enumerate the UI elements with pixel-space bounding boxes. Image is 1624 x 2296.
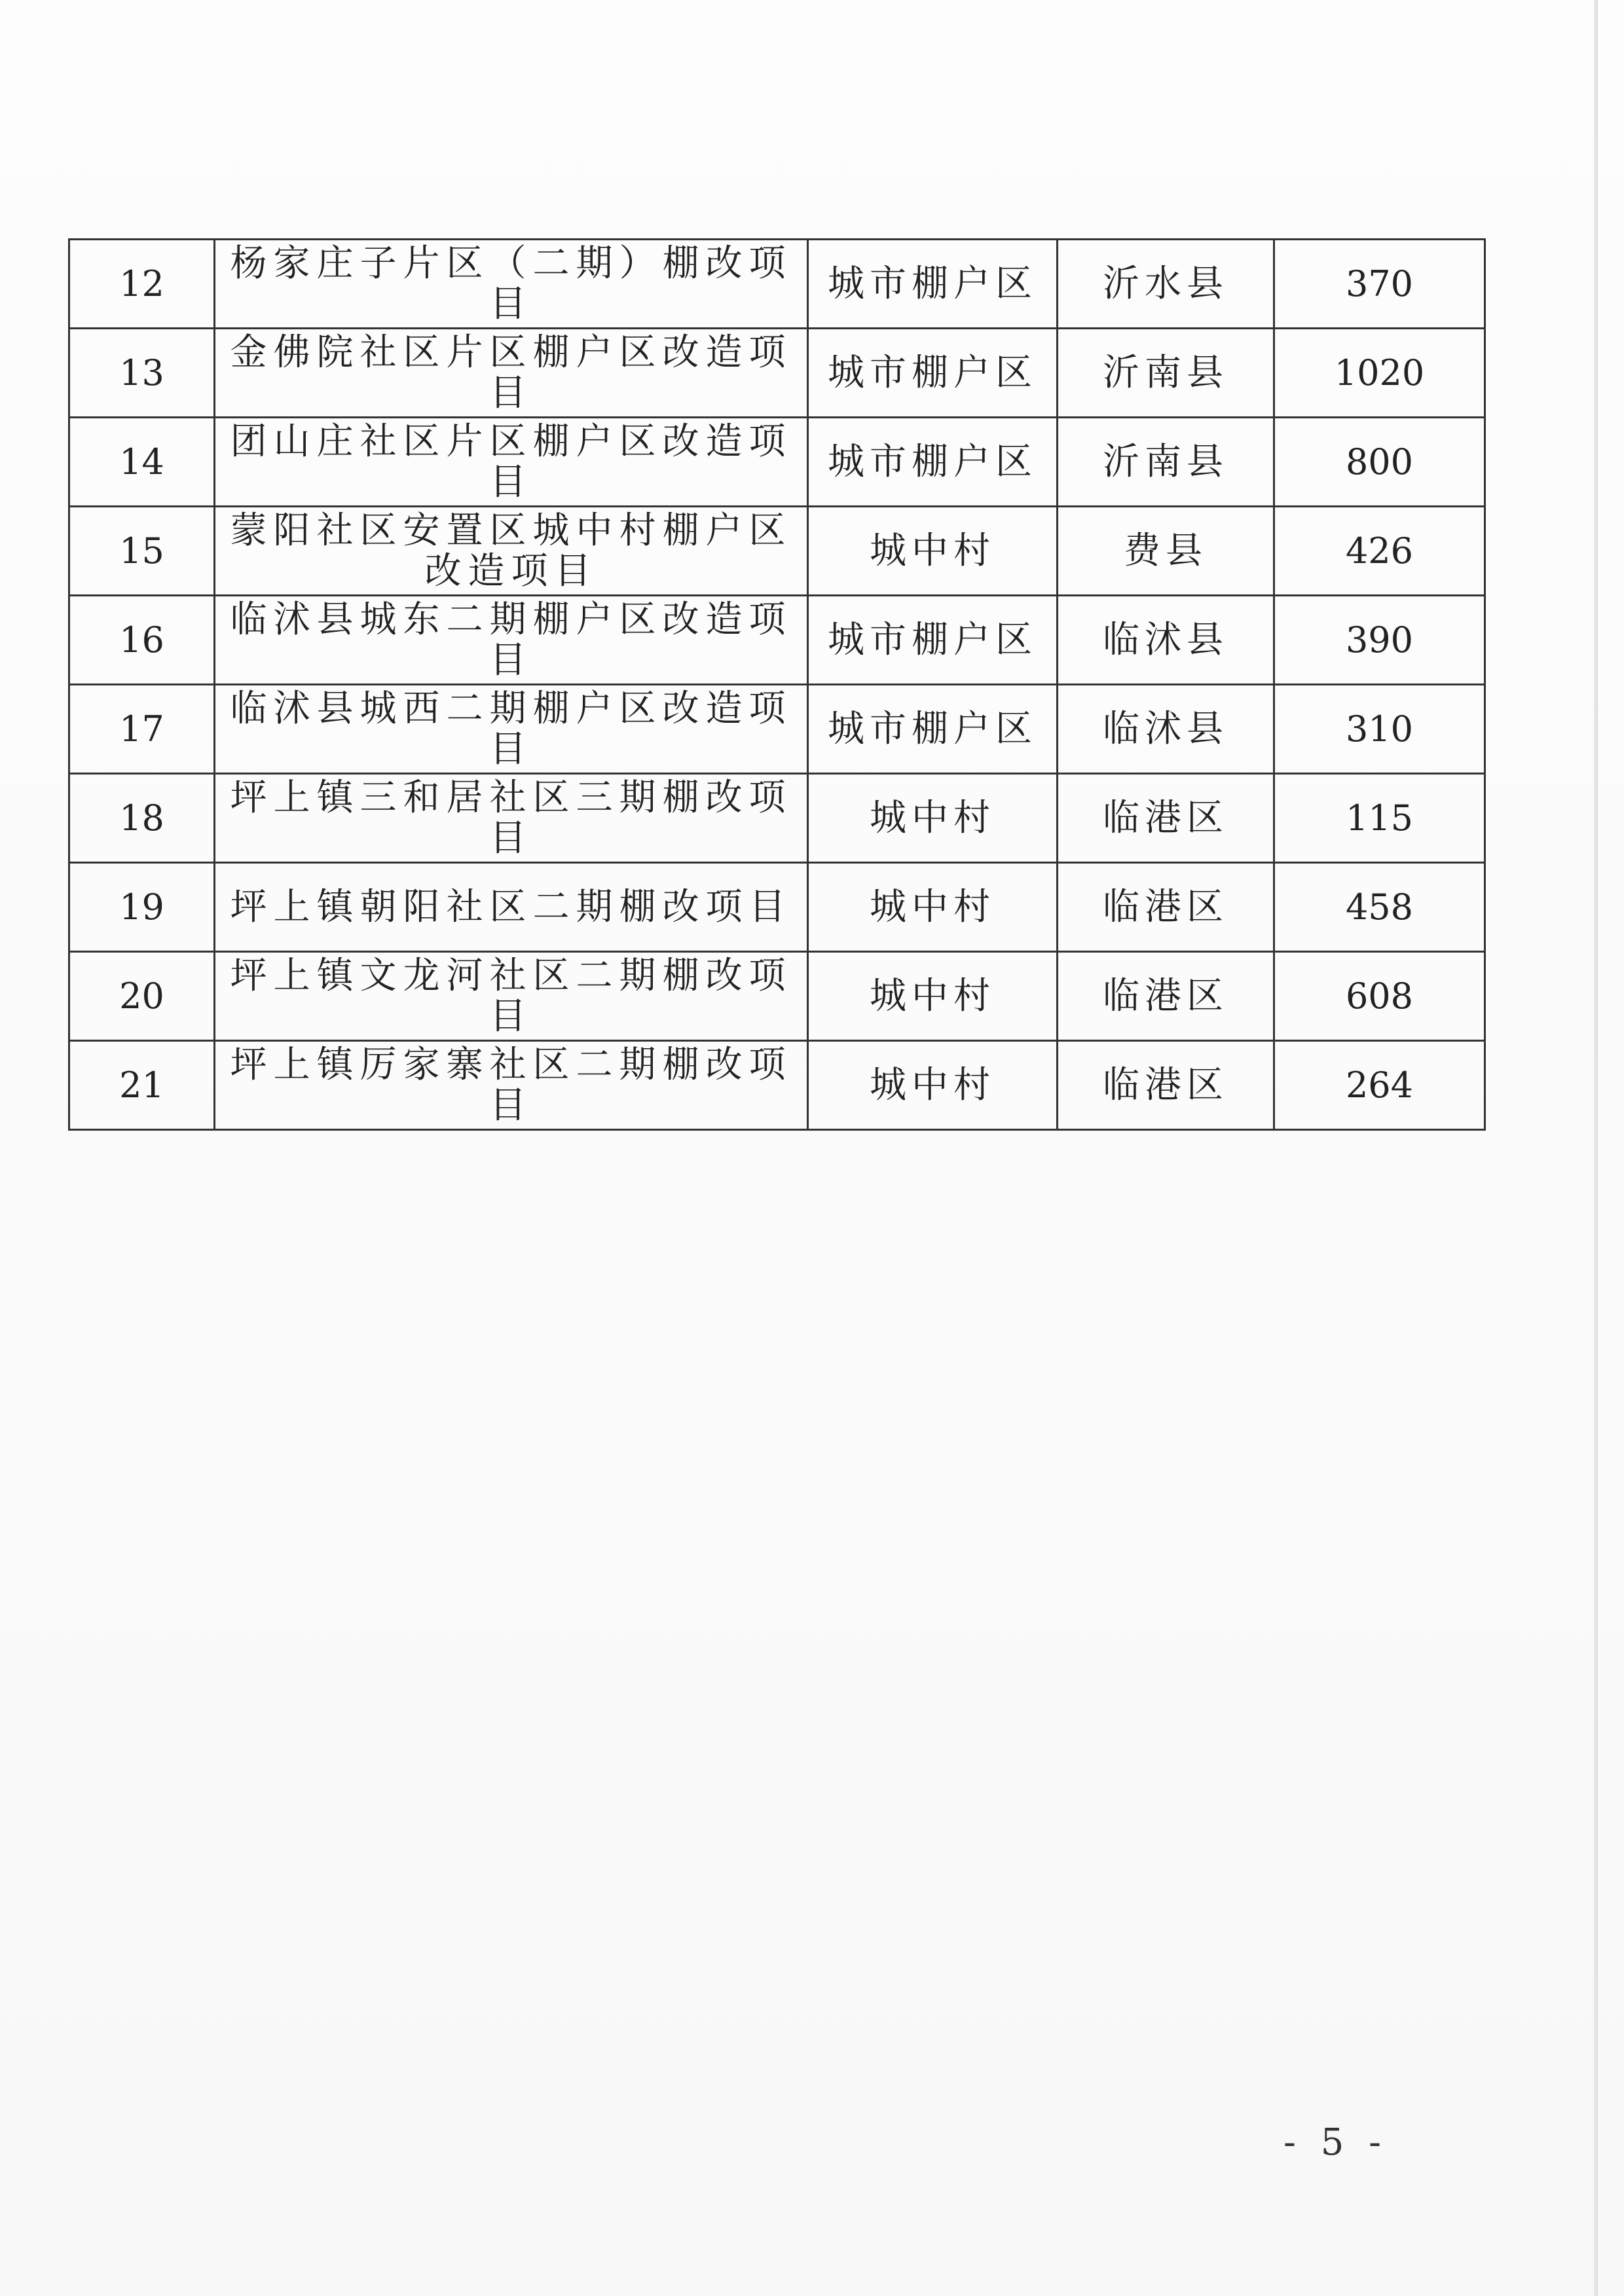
- households: 115: [1274, 774, 1485, 863]
- table-row: [69, 418, 1485, 507]
- county: 沂南县: [1058, 329, 1274, 418]
- row-number: 21: [69, 1041, 215, 1130]
- project-name: 坪上镇文龙河社区二期棚改项目: [215, 952, 808, 1041]
- table-row: [69, 240, 1485, 329]
- row-number: 18: [69, 774, 215, 863]
- project-name: 临沭县城东二期棚户区改造项目: [215, 596, 808, 685]
- project-type: 城中村: [808, 507, 1058, 596]
- project-table: [68, 238, 1486, 1131]
- project-type: 城市棚户区: [808, 596, 1058, 685]
- table-row: [69, 329, 1485, 418]
- page-edge: [1594, 0, 1598, 2296]
- households: 264: [1274, 1041, 1485, 1130]
- project-name: 蒙阳社区安置区城中村棚户区改造项目: [215, 507, 808, 596]
- county: 临港区: [1058, 863, 1274, 952]
- project-type: 城中村: [808, 774, 1058, 863]
- county: 临沭县: [1058, 685, 1274, 774]
- county: 临港区: [1058, 774, 1274, 863]
- households: 1020: [1274, 329, 1485, 418]
- county: 临沭县: [1058, 596, 1274, 685]
- households: 370: [1274, 240, 1485, 329]
- table-row: [69, 952, 1485, 1041]
- households: 390: [1274, 596, 1485, 685]
- row-number: 15: [69, 507, 215, 596]
- project-name: 团山庄社区片区棚户区改造项目: [215, 418, 808, 507]
- row-number: 16: [69, 596, 215, 685]
- row-number: 17: [69, 685, 215, 774]
- households: 608: [1274, 952, 1485, 1041]
- project-name: 金佛院社区片区棚户区改造项目: [215, 329, 808, 418]
- row-number: 12: [69, 240, 215, 329]
- project-type: 城市棚户区: [808, 418, 1058, 507]
- county: 临港区: [1058, 1041, 1274, 1130]
- project-name: 临沭县城西二期棚户区改造项目: [215, 685, 808, 774]
- table-row: [69, 863, 1485, 952]
- county: 沂水县: [1058, 240, 1274, 329]
- table-row: [69, 1041, 1485, 1130]
- project-type: 城中村: [808, 952, 1058, 1041]
- county: 沂南县: [1058, 418, 1274, 507]
- row-number: 19: [69, 863, 215, 952]
- county: 费县: [1058, 507, 1274, 596]
- project-type: 城中村: [808, 863, 1058, 952]
- project-type: 城市棚户区: [808, 240, 1058, 329]
- households: 426: [1274, 507, 1485, 596]
- page-number: - 5 -: [1283, 2121, 1388, 2164]
- project-type: 城中村: [808, 1041, 1058, 1130]
- table-row: [69, 685, 1485, 774]
- households: 800: [1274, 418, 1485, 507]
- table-row: [69, 596, 1485, 685]
- row-number: 13: [69, 329, 215, 418]
- households: 458: [1274, 863, 1485, 952]
- project-type: 城市棚户区: [808, 685, 1058, 774]
- project-name: 坪上镇朝阳社区二期棚改项目: [215, 863, 808, 952]
- table-row: [69, 774, 1485, 863]
- row-number: 14: [69, 418, 215, 507]
- table-row: [69, 507, 1485, 596]
- project-name: 坪上镇厉家寨社区二期棚改项目: [215, 1041, 808, 1130]
- project-name: 坪上镇三和居社区三期棚改项目: [215, 774, 808, 863]
- households: 310: [1274, 685, 1485, 774]
- project-name: 杨家庄子片区（二期）棚改项目: [215, 240, 808, 329]
- project-type: 城市棚户区: [808, 329, 1058, 418]
- county: 临港区: [1058, 952, 1274, 1041]
- row-number: 20: [69, 952, 215, 1041]
